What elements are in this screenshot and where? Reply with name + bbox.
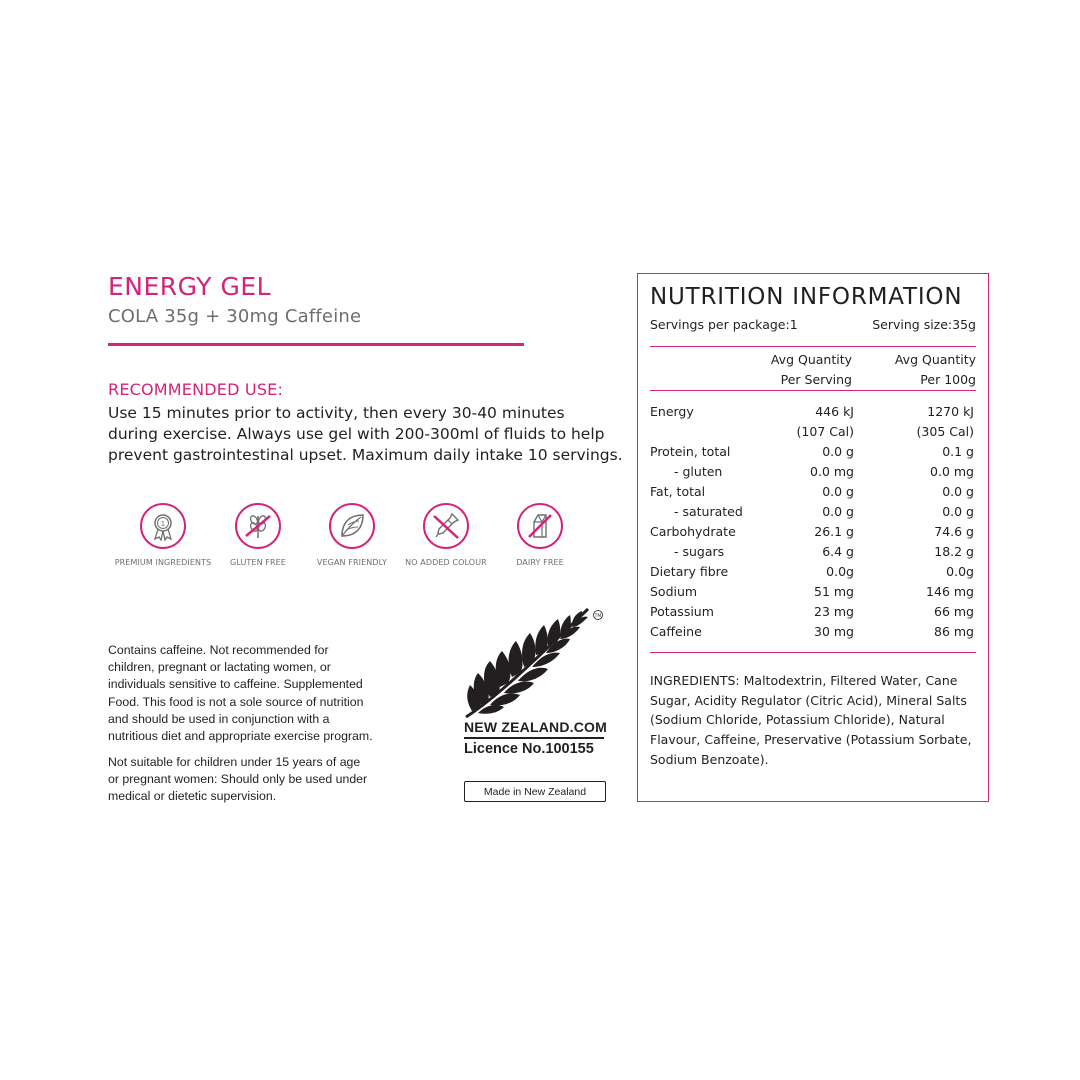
nutrient-name: Sodium — [650, 584, 698, 599]
warning-line: Food. This food is not a sole source of nutrition — [108, 694, 364, 709]
per-serving-value: 30 mg — [814, 624, 854, 639]
warning-line: individuals sensitive to caffeine. Supplemented — [108, 677, 363, 692]
header-line: Per Serving — [780, 372, 852, 387]
per-serving-value: 0.0 g — [822, 484, 854, 499]
ingredients-line: Sodium Benzoate). — [650, 751, 769, 767]
per-100g-value: 0.0 mg — [930, 464, 974, 479]
per-serving-value: 23 mg — [814, 604, 854, 619]
nutrition-row — [650, 404, 976, 424]
nutrition-rows — [650, 404, 976, 644]
milk-carton-crossed-icon — [517, 503, 563, 549]
badge-dairy-free — [485, 503, 595, 567]
nutrient-name: Fat, total — [650, 484, 706, 499]
recommended-line: Use 15 minutes prior to activity, then every 30-40 minutes — [108, 404, 565, 422]
per-100g-value: 66 mg — [934, 604, 974, 619]
ingredients-line: INGREDIENTS: Maltodextrin, Filtered Water, Cane — [650, 673, 958, 688]
product-title: ENERGY GEL — [108, 272, 272, 301]
per-100g-value: 0.0 g — [942, 504, 974, 519]
licence-number: Licence No.100155 — [464, 741, 594, 757]
feature-badges — [108, 503, 578, 573]
nutrition-row — [650, 504, 976, 524]
nutrition-panel — [637, 273, 989, 802]
servings-per-package: Servings per package:1 — [650, 317, 798, 332]
nutrient-name: Carbohydrate — [650, 524, 736, 539]
nutrient-name: Energy — [650, 404, 694, 419]
svg-text:1: 1 — [160, 520, 166, 528]
trademark-mark: TM — [594, 613, 602, 619]
per-serving-value: 26.1 g — [814, 524, 854, 539]
leaf-icon — [329, 503, 375, 549]
nutrition-row — [650, 444, 976, 464]
recommended-use-text — [108, 403, 628, 466]
per-100g-value: 18.2 g — [934, 544, 974, 559]
title-divider — [108, 343, 524, 346]
nutrient-name: - sugars — [674, 544, 725, 559]
warning-line: nutritious diet and appropriate exercise program. — [108, 729, 373, 744]
serving-size: Serving size:35g — [872, 317, 976, 332]
nutrition-row — [650, 544, 976, 564]
header-line: Per 100g — [920, 372, 976, 387]
warning-line: Contains caffeine. Not recommended for — [108, 643, 329, 657]
silver-fern-logo — [460, 605, 610, 720]
badge-label: PREMIUM INGREDIENTS — [114, 558, 212, 567]
column-header-per-serving — [771, 350, 852, 390]
nutrition-row — [650, 564, 976, 584]
nutrition-divider — [650, 652, 976, 653]
header-line: Avg Quantity — [894, 352, 976, 367]
nutrition-row — [650, 524, 976, 544]
badge-premium-ingredients — [108, 503, 218, 567]
nutrient-name: - gluten — [674, 464, 723, 479]
per-serving-value: 446 kJ — [815, 404, 854, 419]
per-serving-value: 51 mg — [814, 584, 854, 599]
warning-line: and should be used in conjunction with a — [108, 711, 330, 726]
per-serving-value: 6.4 g — [822, 544, 854, 559]
nutrition-title: NUTRITION INFORMATION — [650, 284, 963, 310]
nutrition-row — [650, 624, 976, 644]
ingredients-line: Flavour, Caffeine, Preservative (Potassium Sorbate, — [650, 732, 972, 748]
per-100g-value: 146 mg — [926, 584, 974, 599]
ingredients-line: Sugar, Acidity Regulator (Citric Acid), Mineral Salts — [650, 692, 967, 708]
award-ribbon-icon — [140, 503, 186, 549]
caffeine-warning — [108, 642, 423, 745]
nutrient-name: Protein, total — [650, 444, 731, 459]
serving-info — [650, 317, 976, 332]
per-100g-value: 0.1 g — [942, 444, 974, 459]
nutrition-row — [650, 604, 976, 624]
recommended-use-heading: RECOMMENDED USE: — [108, 380, 284, 399]
warning-line: medical or dietetic supervision. — [108, 789, 277, 804]
children-warning — [108, 754, 423, 806]
warning-line: children, pregnant or lactating women, or — [108, 660, 331, 675]
nutrition-row — [650, 464, 976, 484]
per-serving-value: 0.0 g — [822, 444, 854, 459]
column-header-per-100g — [895, 350, 976, 390]
nutrient-name: Caffeine — [650, 624, 702, 639]
nutrition-row — [650, 424, 976, 444]
nutrition-divider — [650, 390, 976, 391]
wheat-crossed-icon — [235, 503, 281, 549]
nz-website: NEW ZEALAND.COM — [464, 719, 607, 735]
nutrition-divider — [650, 346, 976, 347]
nutrient-name: Dietary fibre — [650, 564, 729, 579]
per-100g-value: (305 Cal) — [916, 424, 974, 439]
badge-label: NO ADDED COLOUR — [405, 558, 487, 567]
nutrient-name: - saturated — [674, 504, 743, 519]
per-100g-value: 74.6 g — [934, 524, 974, 539]
warning-line: or pregnant women: Should only be used under — [108, 772, 368, 787]
badge-label: GLUTEN FREE — [230, 558, 286, 567]
per-serving-value: 0.0g — [826, 564, 854, 579]
recommended-line: during exercise. Always use gel with 200-300ml of fluids to help — [108, 425, 605, 443]
per-100g-value: 1270 kJ — [927, 404, 974, 419]
recommended-line: prevent gastrointestinal upset. Maximum daily intake 10 servings. — [108, 446, 623, 464]
header-line: Avg Quantity — [770, 352, 852, 367]
nutrient-name: Potassium — [650, 604, 714, 619]
per-100g-value: 86 mg — [934, 624, 974, 639]
made-in-badge: Made in New Zealand — [464, 781, 606, 802]
dropper-crossed-icon — [423, 503, 469, 549]
warning-line: Not suitable for children under 15 years of age — [108, 755, 361, 769]
nutrition-row — [650, 584, 976, 604]
badge-label: VEGAN FRIENDLY — [316, 558, 388, 567]
nutrition-row — [650, 484, 976, 504]
ingredients-text — [650, 671, 980, 770]
per-serving-value: (107 Cal) — [796, 424, 854, 439]
per-serving-value: 0.0 g — [822, 504, 854, 519]
badge-label: DAIRY FREE — [516, 558, 564, 567]
per-100g-value: 0.0g — [946, 564, 974, 579]
product-subtitle: COLA 35g + 30mg Caffeine — [108, 306, 362, 327]
licence-divider — [464, 737, 604, 739]
per-100g-value: 0.0 g — [942, 484, 974, 499]
ingredients-line: (Sodium Chloride, Potassium Chloride), Natural — [650, 712, 945, 728]
per-serving-value: 0.0 mg — [810, 464, 854, 479]
